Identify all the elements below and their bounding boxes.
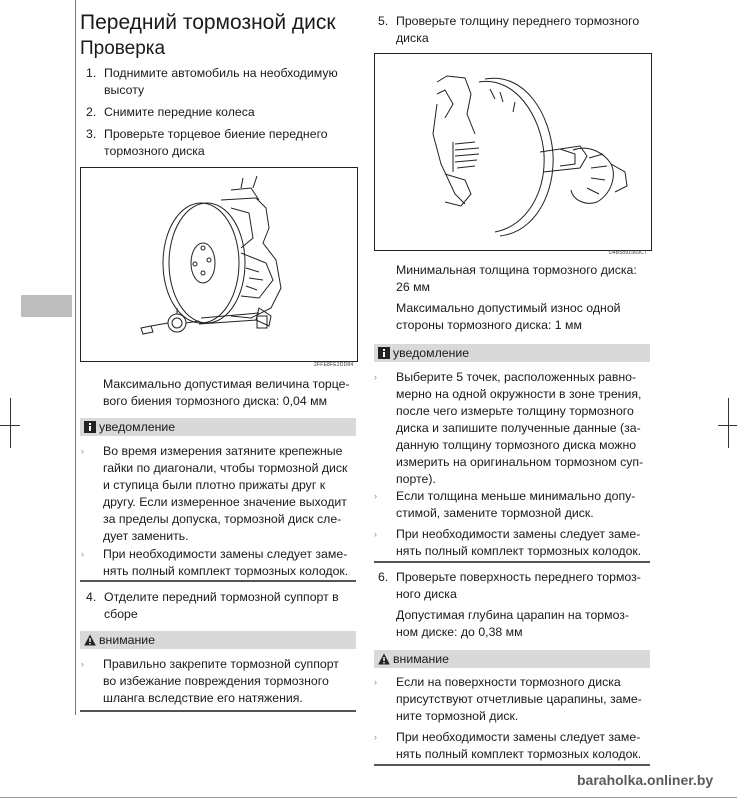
bullet-marker: ›	[81, 446, 84, 456]
step-text-line: Проверьте поверхность переднего тормоз-	[396, 570, 641, 584]
spec-line: Максимально допустимый износ одной	[396, 301, 621, 315]
notice-bullet	[81, 546, 363, 580]
step-text-line: сборе	[104, 607, 138, 621]
bullet-line: нять полный комплект тормозных колодок.	[396, 747, 642, 761]
step-number: 3.	[86, 127, 97, 141]
notice-bullet	[374, 369, 656, 488]
bullet-marker: ›	[374, 491, 377, 501]
bullet-line: При необходимости замены следует заме-	[396, 730, 641, 744]
bullet-marker: ›	[374, 732, 377, 742]
caution-bullet	[81, 656, 363, 707]
step-4	[86, 589, 366, 623]
info-icon	[378, 347, 390, 359]
info-icon	[84, 421, 96, 433]
page-title: Передний тормозной диск	[80, 11, 336, 34]
scratch-depth-spec	[396, 607, 656, 641]
step-number: 5.	[378, 14, 389, 28]
spec-line: Допустимая глубина царапин на тормоз-	[396, 608, 630, 622]
brake-disc-dial-indicator-illustration	[81, 168, 357, 361]
figure-runout-measurement	[80, 167, 358, 362]
brake-disc-micrometer-illustration	[375, 54, 651, 250]
notice-bullet	[374, 488, 656, 522]
caution-bullet	[374, 729, 656, 763]
page-tab-marker	[21, 295, 72, 317]
bullet-line: Во время измерения затяните крепежные	[103, 444, 343, 458]
bullet-line: ните тормозной диск.	[396, 709, 519, 723]
step-2	[86, 104, 366, 121]
step-text-line: Поднимите автомобиль на необходимую	[104, 66, 338, 80]
step-number: 4.	[86, 590, 97, 604]
warning-icon	[378, 653, 390, 665]
bullet-line: во избежание повреждения тормозного	[103, 674, 329, 688]
notice-label: уведомление	[99, 420, 176, 434]
notice-label: уведомление	[393, 346, 470, 360]
notice-end-rule	[374, 561, 650, 563]
bullet-line: Правильно закрепите тормозной суппорт	[103, 657, 339, 671]
step-text-line: диска	[396, 31, 429, 45]
step-text-line: Снимите передние колеса	[104, 105, 255, 119]
spec-line: ном диске: до 0,38 мм	[396, 625, 523, 639]
bullet-marker: ›	[81, 549, 84, 559]
step-text-line: тормозного диска	[104, 144, 205, 158]
min-thickness-spec	[396, 262, 656, 296]
bullet-line: При необходимости замены следует заме-	[396, 527, 641, 541]
bullet-line: стимой, замените тормозной диск.	[396, 506, 594, 520]
caution-label: внимание	[393, 652, 449, 666]
max-wear-spec	[396, 300, 656, 334]
bullet-line: мерно на одной окружности в зоне трения,	[396, 387, 642, 401]
step-6	[378, 569, 668, 603]
bullet-line: измерить на оригинальном тормозном суп-	[396, 455, 644, 469]
bullet-line: нять полный комплект тормозных колодок.	[396, 544, 642, 558]
caution-bullet	[374, 674, 656, 725]
bullet-marker: ›	[374, 372, 377, 382]
caution-end-rule	[374, 764, 650, 766]
step-5	[378, 13, 668, 47]
bullet-line: присутствуют отчетливые царапины, заме-	[396, 692, 642, 706]
bullet-line: нять полный комплект тормозных колодок.	[103, 564, 349, 578]
warning-icon	[84, 634, 96, 646]
step-3	[86, 126, 366, 160]
caution-label: внимание	[99, 633, 155, 647]
bullet-line: гайки по диагонали, чтобы тормозной диск	[103, 461, 348, 475]
bullet-line: дует заменить.	[103, 529, 189, 543]
bullet-line: диска и запишите полученные данные (за-	[396, 421, 641, 435]
bullet-line: другу. Если измеренное значение выходит	[103, 495, 347, 509]
bullet-line: порте).	[396, 472, 436, 486]
step-text-line: высоту	[104, 83, 145, 97]
crop-mark-right-v	[728, 398, 729, 448]
bullet-marker: ›	[374, 529, 377, 539]
caution-bar-right	[374, 650, 650, 668]
crop-mark-left-v	[10, 398, 11, 448]
bullet-line: Если на поверхности тормозного диска	[396, 675, 621, 689]
step-number: 2.	[86, 105, 97, 119]
bullet-line: и ступица были плотно прижаты друг к	[103, 478, 326, 492]
figure-thickness-measurement	[374, 53, 652, 251]
caution-bar-left	[80, 631, 356, 649]
figure-code-2: D4B5891569C7	[609, 250, 647, 256]
bullet-line: Если толщина меньше минимально допу-	[396, 489, 636, 503]
step-1	[86, 65, 366, 99]
step-text-line: Проверьте толщину переднего тормозного	[396, 14, 640, 28]
bullet-line: Выберите 5 точек, расположенных равно-	[396, 370, 637, 384]
spec-line: стороны тормозного диска: 1 мм	[396, 318, 582, 332]
step-text-line: Проверьте торцевое биение переднего	[104, 127, 328, 141]
bullet-line: шланга вследствие его натяжения.	[103, 691, 303, 705]
watermark: baraholka.onliner.by	[577, 772, 714, 788]
step-text-line: Отделите передний тормозной суппорт в	[104, 590, 339, 604]
figure-code-1: 2FFE8FE2DD84	[314, 362, 354, 368]
notice-bullet	[81, 443, 363, 545]
spec-line: вого биения тормозного диска: 0,04 мм	[103, 394, 328, 408]
caution-end-rule	[80, 710, 356, 712]
left-margin-line	[75, 0, 76, 715]
bullet-line: после чего измерьте толщину тормозного	[396, 404, 634, 418]
step-number: 1.	[86, 66, 97, 80]
spec-line: Максимально допустимая величина торце-	[103, 377, 350, 391]
step-text-line: ного диска	[396, 587, 457, 601]
spec-line: Минимальная толщина тормозного диска:	[396, 263, 637, 277]
notice-end-rule	[80, 580, 356, 582]
runout-spec	[103, 376, 363, 410]
notice-bar-left	[80, 418, 356, 436]
notice-bar-right	[374, 344, 650, 362]
section-subtitle: Проверка	[80, 38, 166, 59]
bullet-line: При необходимости замены следует заме-	[103, 547, 348, 561]
bullet-marker: ›	[374, 677, 377, 687]
spec-line: 26 мм	[396, 280, 431, 294]
notice-bullet	[374, 526, 656, 560]
bullet-line: за пределы допуска, тормозной диск сле-	[103, 512, 342, 526]
step-number: 6.	[378, 570, 389, 584]
bullet-marker: ›	[81, 659, 84, 669]
bullet-line: данную толщину тормозного диска можно	[396, 438, 637, 452]
bottom-rule	[0, 797, 737, 798]
